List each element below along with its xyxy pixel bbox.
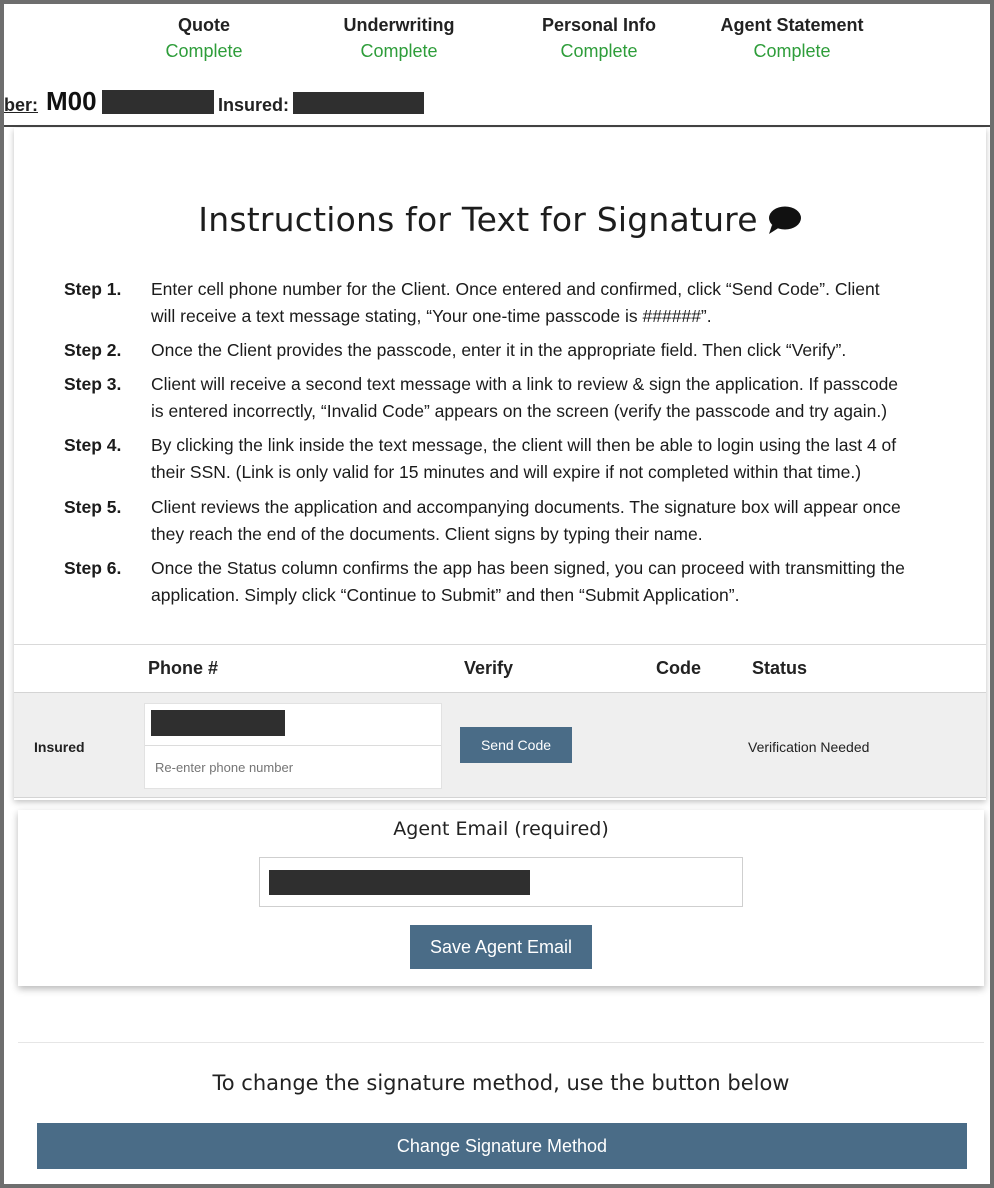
policy-number-value: M00 xyxy=(46,86,97,116)
table-row xyxy=(14,692,986,798)
redacted-policy-number xyxy=(102,90,214,114)
column-header-code: Code xyxy=(656,658,701,678)
party-label: Insured xyxy=(34,739,85,755)
redacted-phone-number xyxy=(151,710,285,736)
step-text xyxy=(151,337,951,364)
step-label: Step 6. xyxy=(64,558,122,578)
step-text xyxy=(151,276,951,330)
insured-label: Insured: xyxy=(218,95,290,115)
change-signature-method-button[interactable]: Change Signature Method xyxy=(37,1123,967,1169)
step-text-line: their SSN. (Link is only valid for 15 minutes and will expire if not completed within that time.) xyxy=(151,462,862,482)
step-text-line: Client will receive a second text message with a link to review & sign the application. If passcode xyxy=(151,374,899,394)
step-text-line: will receive a text message stating, “Your one-time passcode is ######”. xyxy=(151,306,712,326)
step-label: Step 5. xyxy=(64,497,122,517)
instructions-title-text: Instructions for Text for Signature xyxy=(198,200,758,239)
redacted-insured-name xyxy=(293,92,424,114)
phone-input-group xyxy=(144,703,442,789)
column-header-status: Status xyxy=(752,658,808,678)
step-text-line: Once the Status column confirms the app has been signed, you can proceed with transmitting the xyxy=(151,558,905,578)
progress-step-status: Complete xyxy=(165,41,243,61)
verification-table-header xyxy=(14,644,986,692)
progress-step-quote[interactable] xyxy=(114,14,294,64)
agent-email-input[interactable] xyxy=(259,857,743,907)
top-header xyxy=(4,4,994,126)
progress-step-agent-statement[interactable] xyxy=(702,14,882,64)
progress-step-name: Agent Statement xyxy=(720,15,864,35)
step-text-line: Enter cell phone number for the Client. Once entered and confirmed, click “Send Code”. Client xyxy=(151,279,880,299)
step-text xyxy=(151,432,951,486)
progress-step-name: Personal Info xyxy=(541,15,657,35)
progress-step-name: Quote xyxy=(178,15,230,35)
header-divider xyxy=(4,125,994,127)
status-value: Verification Needed xyxy=(748,739,870,755)
column-header-verify: Verify xyxy=(464,658,514,678)
step-text xyxy=(151,371,951,425)
send-code-button[interactable]: Send Code xyxy=(460,727,572,763)
save-agent-email-button[interactable]: Save Agent Email xyxy=(410,925,592,969)
policy-number-label: ber: xyxy=(4,95,39,115)
change-signature-text: To change the signature method, use the button below xyxy=(212,1071,790,1095)
step-text-line: they reach the end of the documents. Client signs by typing their name. xyxy=(151,524,703,544)
agent-email-label: Agent Email (required) xyxy=(393,818,609,840)
agent-email-panel xyxy=(18,810,984,986)
step-label: Step 2. xyxy=(64,340,122,360)
redacted-agent-email xyxy=(269,870,530,895)
reenter-phone-input[interactable] xyxy=(155,760,425,775)
progress-step-status: Complete xyxy=(753,41,831,61)
step-text xyxy=(151,494,951,548)
progress-step-name: Underwriting xyxy=(343,15,455,35)
step-text-line: Client reviews the application and accompanying documents. The signature box will appear once xyxy=(151,497,901,517)
instructions-title xyxy=(14,200,986,243)
column-header-phone: Phone # xyxy=(148,658,219,678)
progress-step-status: Complete xyxy=(360,41,438,61)
step-text-line: is entered incorrectly, “Invalid Code” appears on the screen (verify the passcode and try again.) xyxy=(151,401,888,421)
step-label: Step 4. xyxy=(64,435,122,455)
step-text-line: Once the Client provides the passcode, enter it in the appropriate field. Then click “Verify”. xyxy=(151,340,847,360)
step-label: Step 3. xyxy=(64,374,122,394)
progress-step-status: Complete xyxy=(560,41,638,61)
step-text xyxy=(151,555,951,609)
step-label: Step 1. xyxy=(64,279,122,299)
phone-input[interactable] xyxy=(145,704,441,746)
instructions-panel xyxy=(14,128,986,800)
progress-step-personal-info[interactable] xyxy=(509,14,689,64)
progress-step-underwriting[interactable] xyxy=(309,14,489,64)
chat-bubble-icon xyxy=(766,204,802,243)
change-signature-panel xyxy=(18,1042,984,1178)
step-text-line: application. Simply click “Continue to Submit” and then “Submit Application”. xyxy=(151,585,740,605)
step-text-line: By clicking the link inside the text message, the client will then be able to login using the last 4 of xyxy=(151,435,897,455)
